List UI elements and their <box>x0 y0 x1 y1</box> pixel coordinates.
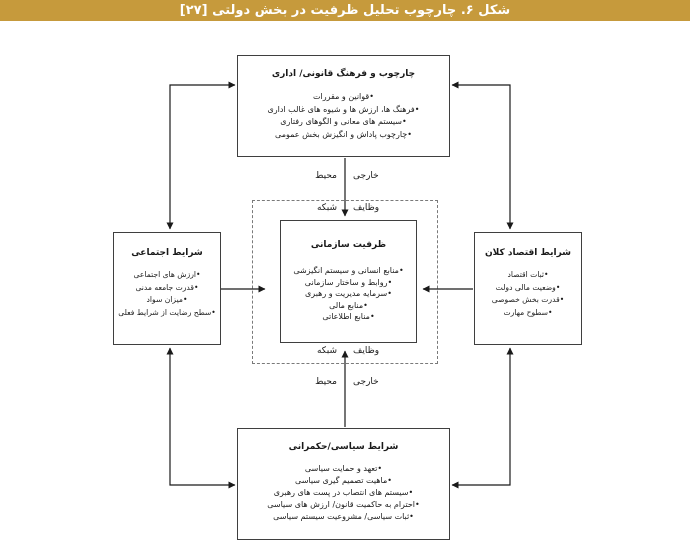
label-environment: محیط <box>315 377 337 387</box>
connector-social-legal <box>170 85 235 229</box>
bullet-item: • ماهیت تصمیم گیری سیاسی <box>241 475 446 487</box>
box-title: شرایط اجتماعی <box>131 248 203 258</box>
bullet-item: • روابط و ساختار سازمانی <box>284 277 413 289</box>
label-tasks: وظایف <box>353 346 380 356</box>
box-title: ظرفیت سازمانی <box>310 240 387 250</box>
bullet-item: • احترام به حاکمیت قانون/ ارزش های سیاسی <box>241 499 446 511</box>
label-tasks: وظایف <box>353 203 380 213</box>
bullet-item: • چارچوب پاداش و انگیزش بخش عمومی <box>241 129 446 142</box>
box-political-governance-conditions <box>237 428 450 540</box>
bullet-item: • قدرت بخش خصوصی <box>478 294 578 307</box>
box-legal-admin-framework <box>237 55 450 157</box>
bullet-item: • منابع اطلاعاتی <box>284 311 413 323</box>
bullet-item: • ثبات سیاسی/ مشروعیت سیستم سیاسی <box>241 511 446 523</box>
figure-title: شکل ۶. چارچوب تحلیل ظرفیت در بخش دولتی [۲۷] <box>179 3 511 18</box>
label-network: شبکه <box>316 346 337 356</box>
bullet-item: • ثبات اقتصاد <box>478 269 578 282</box>
bullet-item: • منابع انسانی و سیستم انگیزشی <box>284 265 413 277</box>
bullet-item: • ارزش های اجتماعی <box>117 269 217 282</box>
bullet-item: • منابع مالی <box>284 300 413 312</box>
bullet-item: • قدرت جامعه مدنی <box>117 282 217 295</box>
connector-social-politics <box>170 348 235 485</box>
box-items <box>114 269 220 319</box>
bullet-item: • قوانین و مقررات <box>241 91 446 104</box>
box-macro-economic-conditions <box>474 232 582 345</box>
bullet-item: • سرمایه مدیریت و رهبری <box>284 288 413 300</box>
bullet-item: • وضعیت مالی دولت <box>478 282 578 295</box>
box-items <box>238 91 449 141</box>
bullet-item: • سیستم های معانی و الگوهای رفتاری <box>241 116 446 129</box>
box-items <box>238 463 449 523</box>
bullet-item: • فرهنگ ها، ارزش ها و شیوه های غالب اداری <box>241 104 446 117</box>
bullet-item: • سطح رضایت از شرایط فعلی <box>117 307 217 320</box>
box-organizational-capacity <box>280 220 417 343</box>
box-items <box>281 265 416 323</box>
bullet-item: • سیستم های انتصاب در پست های رهبری <box>241 487 446 499</box>
label-external: خارجی <box>353 171 379 181</box>
box-title: شرایط سیاسی/حکمرانی <box>288 442 399 452</box>
bullet-item: • سطوح مهارت <box>478 307 578 320</box>
bullet-item: • میزان سواد <box>117 294 217 307</box>
bullet-item: • تعهد و حمایت سیاسی <box>241 463 446 475</box>
box-items <box>475 269 581 319</box>
box-title: شرایط اقتصاد کلان <box>484 248 572 258</box>
label-environment: محیط <box>315 171 337 181</box>
label-network: شبکه <box>316 203 337 213</box>
box-title: چارچوب و فرهنگ قانونی/ اداری <box>271 69 416 79</box>
label-external: خارجی <box>353 377 379 387</box>
connector-economy-politics <box>452 348 510 485</box>
connector-economy-legal <box>452 85 510 229</box>
box-social-conditions <box>113 232 221 345</box>
